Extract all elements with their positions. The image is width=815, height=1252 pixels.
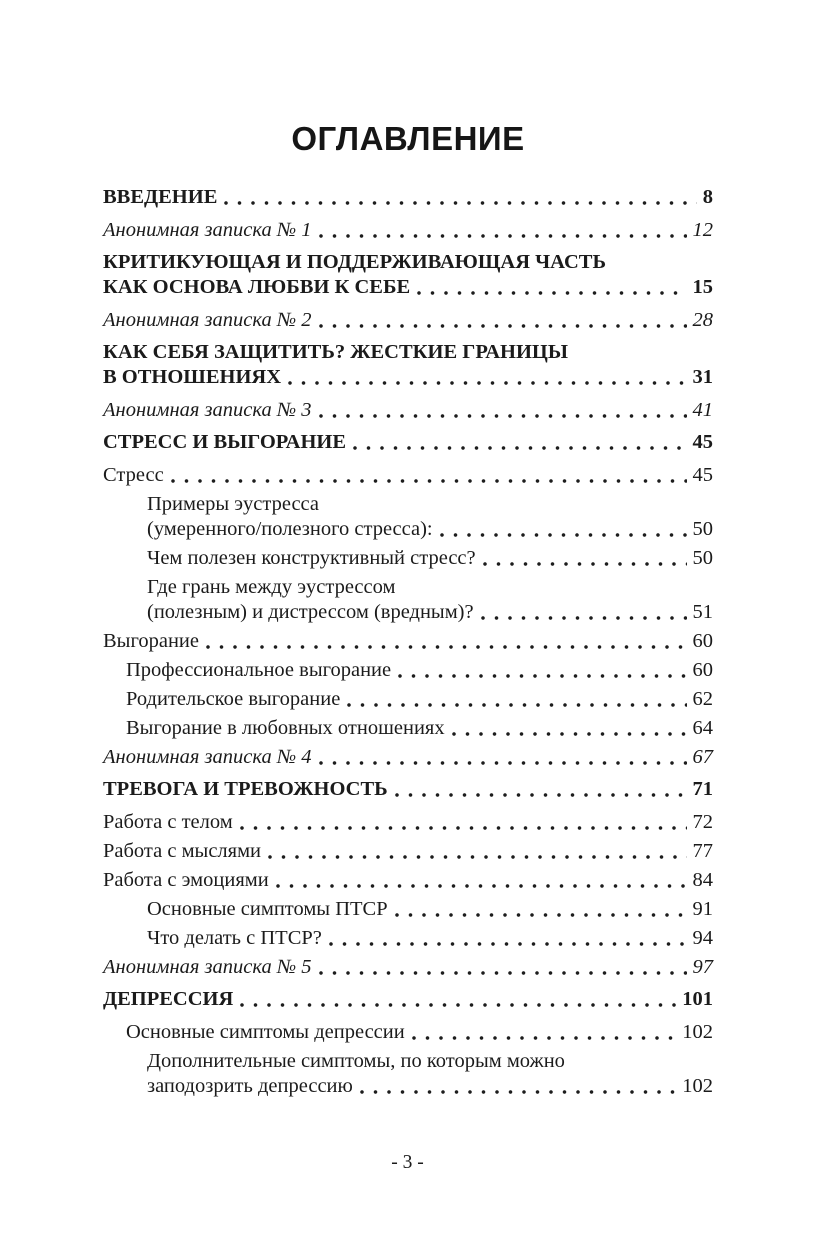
toc-entry [103, 1049, 713, 1099]
dot-leader [395, 912, 687, 918]
toc-entry [103, 250, 713, 300]
toc-list [103, 185, 713, 1099]
page-title: ОГЛАВЛЕНИЕ [291, 120, 525, 157]
toc-page-number: 50 [692, 547, 713, 569]
toc-entry-row [147, 897, 713, 922]
toc-entry-text: Анонимная записка № 2 [103, 309, 312, 331]
toc-entry-text: Работа с эмоциями [103, 869, 269, 891]
toc-entry-text: Работа с телом [103, 811, 233, 833]
toc-entry [103, 629, 713, 654]
toc-page-number: 8 [702, 186, 713, 208]
toc-entry-text: Анонимная записка № 1 [103, 219, 312, 241]
toc-entry-text: Чем полезен конструктивный стресс? [147, 547, 476, 569]
dot-leader [319, 413, 687, 419]
dot-leader [483, 561, 687, 567]
toc-entry-row [103, 463, 713, 488]
dot-leader [319, 233, 687, 239]
toc-entry-row [126, 658, 713, 683]
toc-entry [103, 1020, 713, 1045]
toc-entry-text: В ОТНОШЕНИЯХ [103, 366, 281, 388]
toc-page-number: 97 [692, 956, 713, 978]
toc-entry-text: Анонимная записка № 3 [103, 399, 312, 421]
toc-entry-row [147, 546, 713, 571]
toc-entry [103, 955, 713, 980]
toc-page-number: 12 [692, 219, 713, 241]
toc-entry-text: Родительское выгорание [126, 688, 341, 710]
dot-leader [288, 380, 687, 386]
toc-page-number: 28 [692, 309, 713, 331]
toc-page-number: 94 [692, 927, 713, 949]
toc-entry-text: Основные симптомы депрессии [126, 1021, 405, 1043]
dot-leader [276, 883, 687, 889]
dot-leader [417, 290, 686, 296]
toc-entry-row [103, 308, 713, 333]
dot-leader [481, 615, 687, 621]
toc-page-number: 15 [692, 276, 713, 298]
toc-entry [103, 430, 713, 455]
toc-entry-text: Выгорание в любовных отношениях [126, 717, 445, 739]
toc-page-number: 84 [692, 869, 713, 891]
dot-leader [360, 1089, 676, 1095]
toc-page-number: 50 [692, 518, 713, 540]
toc-entry-row [147, 1074, 713, 1099]
toc-entry-row [103, 398, 713, 423]
toc-entry-text: Анонимная записка № 5 [103, 956, 312, 978]
toc-page-number: 62 [692, 688, 713, 710]
toc-page-number: 67 [692, 746, 713, 768]
toc-entry [103, 463, 713, 488]
toc-entry [103, 777, 713, 802]
toc-entry-text: Работа с мыслями [103, 840, 262, 862]
toc-entry [103, 926, 713, 951]
dot-leader [319, 970, 687, 976]
toc-page-number: 91 [692, 898, 713, 920]
toc-entry-text: Примеры эустресса [147, 493, 320, 515]
toc-entry [103, 218, 713, 243]
toc-entry [103, 897, 713, 922]
toc-entry-text: Выгорание [103, 630, 199, 652]
dot-leader [224, 200, 696, 206]
toc-entry-text: (полезным) и дистрессом (вредным)? [147, 601, 474, 623]
dot-leader [452, 731, 687, 737]
toc-page-number: 51 [692, 601, 713, 623]
toc-entry-text: Основные симптомы ПТСР [147, 898, 388, 920]
toc-page-number: 41 [692, 399, 713, 421]
toc-entry [103, 308, 713, 333]
dot-leader [171, 478, 687, 484]
toc-entry-row [103, 629, 713, 654]
toc-entry [103, 340, 713, 390]
toc-entry-text: Что делать с ПТСР? [147, 927, 322, 949]
toc-entry-row [126, 1020, 713, 1045]
toc-entry [103, 745, 713, 770]
toc-entry [103, 398, 713, 423]
dot-leader [398, 673, 686, 679]
toc-entry-text: КАК ОСНОВА ЛЮБВИ К СЕБЕ [103, 276, 411, 298]
toc-entry-text: заподозрить депрессию [147, 1075, 353, 1097]
toc-entry [103, 185, 713, 210]
toc-entry-text: ВВЕДЕНИЕ [103, 186, 218, 208]
toc-page-number: 31 [692, 366, 713, 388]
dot-leader [440, 532, 687, 538]
dot-leader [412, 1035, 677, 1041]
dot-leader [347, 702, 686, 708]
toc-page-number: 72 [692, 811, 713, 833]
toc-entry-row [103, 275, 713, 300]
toc-entry-row [103, 185, 713, 210]
folio-page-number: - 3 - [391, 1152, 424, 1173]
toc-entry-row [103, 839, 713, 864]
toc-page-number: 60 [692, 630, 713, 652]
toc-entry [103, 492, 713, 542]
toc-entry-row [103, 745, 713, 770]
toc-page-number: 64 [692, 717, 713, 739]
toc-entry [103, 839, 713, 864]
toc-entry-row [126, 716, 713, 741]
toc-entry-text: Дополнительные симптомы, по которым можно [147, 1050, 565, 1072]
toc-entry-text: Где грань между эустрессом [147, 576, 396, 598]
dot-leader [319, 323, 687, 329]
dot-leader [329, 941, 687, 947]
toc-entry [103, 987, 713, 1012]
toc-entry [103, 546, 713, 571]
toc-entry-text: ДЕПРЕССИЯ [103, 988, 234, 1010]
toc-entry-text: (умеренного/полезного стресса): [147, 518, 433, 540]
toc-entry-text: Анонимная записка № 4 [103, 746, 312, 768]
toc-entry [103, 575, 713, 625]
toc-page-number: 102 [682, 1021, 713, 1043]
toc-page-number: 71 [692, 778, 713, 800]
toc-entry [103, 868, 713, 893]
toc-entry-text: Стресс [103, 464, 164, 486]
dot-leader [319, 760, 687, 766]
toc-entry [103, 810, 713, 835]
toc-page-number: 102 [682, 1075, 713, 1097]
toc-entry-text: СТРЕСС И ВЫГОРАНИЕ [103, 431, 347, 453]
toc-entry-row [147, 926, 713, 951]
toc-entry-row [126, 687, 713, 712]
toc-page-number: 45 [692, 431, 713, 453]
toc-entry [103, 716, 713, 741]
toc-page-number: 60 [692, 659, 713, 681]
toc-entry-text: Профессиональное выгорание [126, 659, 392, 681]
toc-entry-text: ТРЕВОГА И ТРЕВОЖНОСТЬ [103, 778, 388, 800]
toc-entry-text: КРИТИКУЮЩАЯ И ПОДДЕРЖИВАЮЩАЯ ЧАСТЬ [103, 251, 606, 273]
dot-leader [395, 792, 687, 798]
toc-entry-row [103, 868, 713, 893]
toc-entry-row [103, 430, 713, 455]
dot-leader [268, 854, 686, 860]
toc-page-number: 77 [692, 840, 713, 862]
toc-entry [103, 658, 713, 683]
toc-entry-row [103, 218, 713, 243]
toc-page-number: 45 [692, 464, 713, 486]
toc-entry-row [103, 955, 713, 980]
dot-leader [206, 644, 687, 650]
toc-page-number: 101 [682, 988, 713, 1010]
toc-entry-row [103, 777, 713, 802]
toc-entry-row [103, 810, 713, 835]
toc-entry [103, 687, 713, 712]
toc-entry-text: КАК СЕБЯ ЗАЩИТИТЬ? ЖЕСТКИЕ ГРАНИЦЫ [103, 341, 568, 363]
dot-leader [353, 445, 686, 451]
toc-entry-row [147, 600, 713, 625]
toc-entry-row [103, 987, 713, 1012]
dot-leader [240, 825, 687, 831]
toc-entry-row [147, 517, 713, 542]
dot-leader [240, 1002, 676, 1008]
toc-entry-row [103, 365, 713, 390]
